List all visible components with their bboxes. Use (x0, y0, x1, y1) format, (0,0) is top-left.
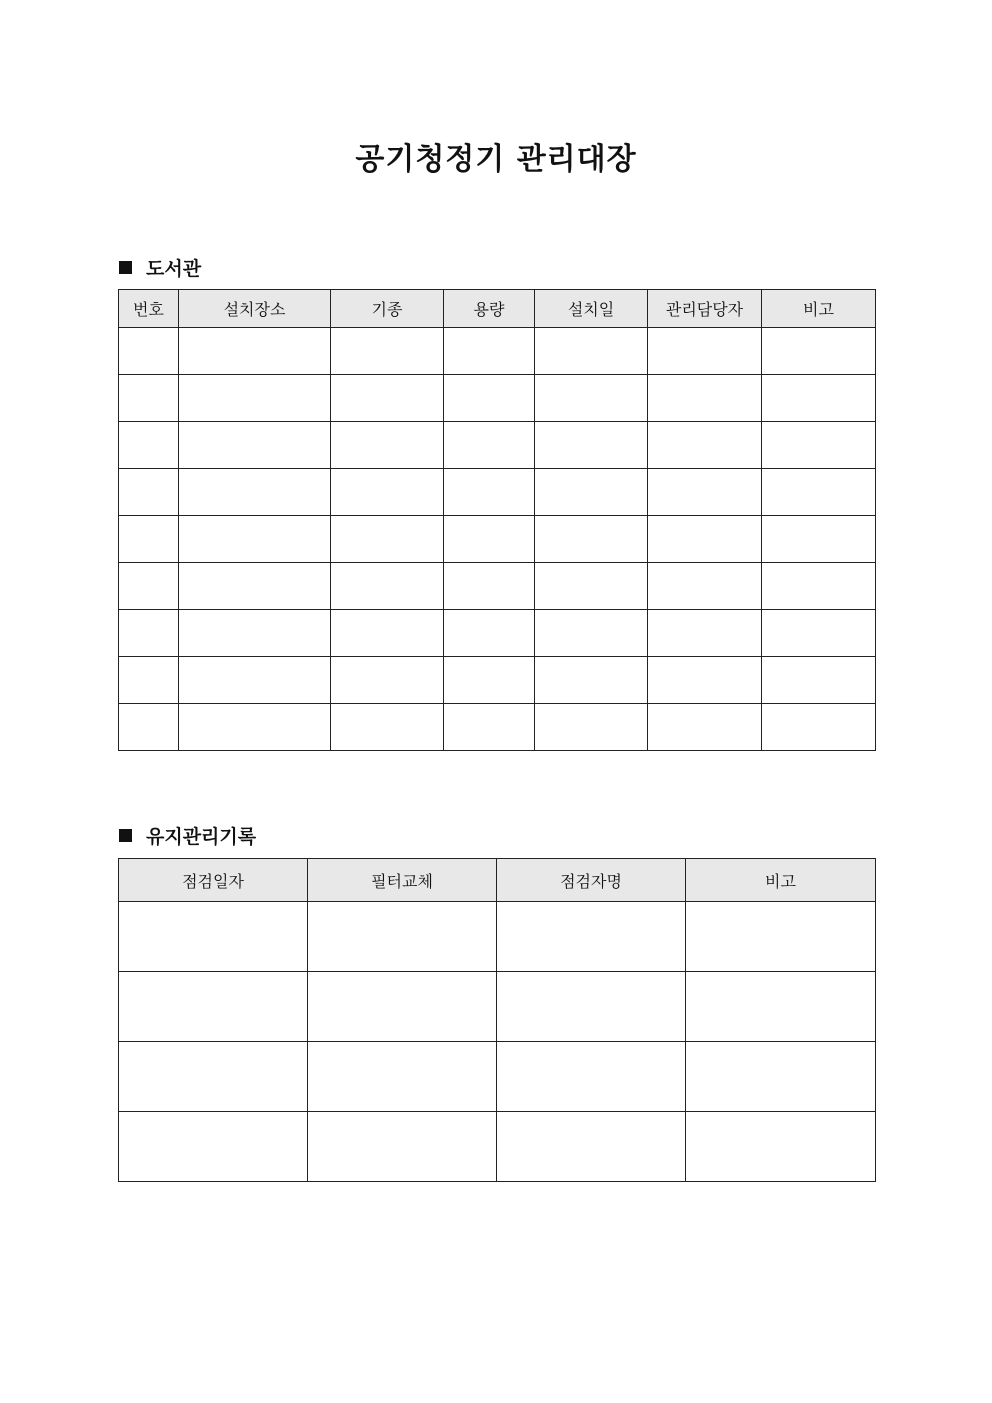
section-heading-label: 도서관 (146, 258, 202, 280)
table-cell[interactable] (535, 610, 648, 657)
section-heading-maintenance (119, 822, 256, 849)
table-cell[interactable] (119, 563, 179, 610)
table-cell[interactable] (648, 469, 762, 516)
table-cell[interactable] (762, 516, 876, 563)
table-row (119, 422, 876, 469)
table-row (119, 469, 876, 516)
table-cell[interactable] (444, 422, 535, 469)
table-cell[interactable] (444, 469, 535, 516)
table-row (119, 328, 876, 375)
table-cell[interactable] (686, 1042, 876, 1112)
table-cell[interactable] (119, 972, 308, 1042)
table-cell[interactable] (648, 328, 762, 375)
table-cell[interactable] (535, 563, 648, 610)
column-header-number: 번호 (119, 290, 179, 328)
table-cell[interactable] (331, 610, 444, 657)
table-cell[interactable] (308, 972, 497, 1042)
table-cell[interactable] (444, 704, 535, 751)
table-cell[interactable] (119, 469, 179, 516)
table-cell[interactable] (648, 563, 762, 610)
table-cell[interactable] (648, 422, 762, 469)
table-cell[interactable] (179, 657, 331, 704)
table-cell[interactable] (308, 1112, 497, 1182)
table-row (119, 1042, 876, 1112)
table-cell[interactable] (331, 422, 444, 469)
table-cell[interactable] (686, 902, 876, 972)
table-cell[interactable] (444, 657, 535, 704)
column-header-remarks: 비고 (686, 859, 876, 902)
column-header-inspector: 점검자명 (497, 859, 686, 902)
document-title: 공기청정기 관리대장 (355, 142, 637, 177)
table-cell[interactable] (179, 610, 331, 657)
column-header-model: 기종 (331, 290, 444, 328)
table-row (119, 902, 876, 972)
table-cell[interactable] (331, 375, 444, 422)
table-cell[interactable] (535, 469, 648, 516)
table-cell[interactable] (179, 469, 331, 516)
library-table (118, 289, 876, 751)
section-heading-library (119, 254, 201, 281)
table-cell[interactable] (119, 657, 179, 704)
table-cell[interactable] (648, 657, 762, 704)
table-cell[interactable] (119, 610, 179, 657)
table-cell[interactable] (308, 902, 497, 972)
table-cell[interactable] (179, 328, 331, 375)
table-cell[interactable] (762, 422, 876, 469)
table-cell[interactable] (444, 516, 535, 563)
table-cell[interactable] (444, 563, 535, 610)
table-row (119, 375, 876, 422)
table-row (119, 563, 876, 610)
section-heading-label: 유지관리기록 (146, 826, 257, 848)
table-cell[interactable] (179, 375, 331, 422)
table-cell[interactable] (497, 972, 686, 1042)
column-header-capacity: 용량 (444, 290, 535, 328)
table-header-row (119, 290, 876, 328)
table-cell[interactable] (497, 902, 686, 972)
table-cell[interactable] (331, 704, 444, 751)
table-cell[interactable] (762, 563, 876, 610)
table-cell[interactable] (497, 1112, 686, 1182)
table-cell[interactable] (535, 516, 648, 563)
square-bullet-icon (119, 829, 132, 842)
table-cell[interactable] (331, 328, 444, 375)
table-cell[interactable] (648, 516, 762, 563)
table-row (119, 610, 876, 657)
column-header-remarks: 비고 (762, 290, 876, 328)
table-cell[interactable] (179, 563, 331, 610)
square-bullet-icon (119, 261, 132, 274)
table-cell[interactable] (648, 375, 762, 422)
table-cell[interactable] (179, 704, 331, 751)
table-cell[interactable] (331, 469, 444, 516)
table-row (119, 657, 876, 704)
table-cell[interactable] (762, 375, 876, 422)
table-cell[interactable] (119, 1042, 308, 1112)
table-cell[interactable] (535, 422, 648, 469)
table-cell[interactable] (762, 328, 876, 375)
table-row (119, 972, 876, 1042)
table-cell[interactable] (119, 422, 179, 469)
table-cell[interactable] (762, 704, 876, 751)
column-header-location: 설치장소 (179, 290, 331, 328)
table-cell[interactable] (119, 902, 308, 972)
column-header-inspection-date: 점검일자 (119, 859, 308, 902)
table-row (119, 516, 876, 563)
table-cell[interactable] (119, 516, 179, 563)
table-cell[interactable] (444, 375, 535, 422)
table-cell[interactable] (179, 422, 331, 469)
table-cell[interactable] (444, 328, 535, 375)
table-cell[interactable] (535, 657, 648, 704)
maintenance-table (118, 858, 876, 1182)
table-cell[interactable] (762, 469, 876, 516)
table-cell[interactable] (308, 1042, 497, 1112)
table-cell[interactable] (331, 563, 444, 610)
column-header-filter-replacement: 필터교체 (308, 859, 497, 902)
table-cell[interactable] (119, 704, 179, 751)
table-cell[interactable] (648, 704, 762, 751)
table-cell[interactable] (535, 375, 648, 422)
table-cell[interactable] (444, 610, 535, 657)
table-cell[interactable] (119, 1112, 308, 1182)
table-row (119, 704, 876, 751)
table-row (119, 1112, 876, 1182)
table-cell[interactable] (762, 610, 876, 657)
table-cell[interactable] (119, 328, 179, 375)
table-cell[interactable] (686, 972, 876, 1042)
table-cell[interactable] (331, 657, 444, 704)
table-header-row (119, 859, 876, 902)
table-cell[interactable] (648, 610, 762, 657)
table-cell[interactable] (762, 657, 876, 704)
table-cell[interactable] (686, 1112, 876, 1182)
column-header-manager: 관리담당자 (648, 290, 762, 328)
table-cell[interactable] (119, 375, 179, 422)
column-header-install-date: 설치일 (535, 290, 648, 328)
table-cell[interactable] (179, 516, 331, 563)
table-cell[interactable] (535, 704, 648, 751)
table-cell[interactable] (535, 328, 648, 375)
table-cell[interactable] (497, 1042, 686, 1112)
table-cell[interactable] (331, 516, 444, 563)
